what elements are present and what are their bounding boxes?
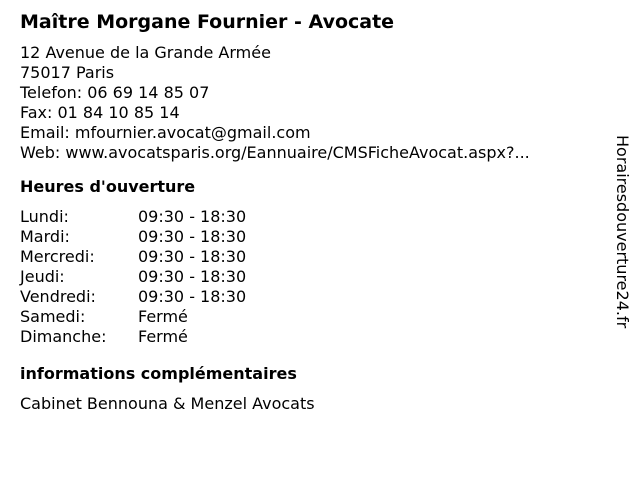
web-line: Web: www.avocatsparis.org/Eannuaire/CMSFicheAvocat.aspx?...	[20, 143, 530, 162]
page-title: Maître Morgane Fournier - Avocate	[20, 11, 395, 33]
hours-row-sunday	[20, 327, 610, 347]
hours-time: Fermé	[138, 307, 188, 326]
hours-day: Mardi:	[20, 227, 70, 246]
hours-row-thursday	[20, 267, 610, 287]
hours-row-tuesday	[20, 227, 610, 247]
hours-day: Mercredi:	[20, 247, 95, 266]
hours-row-saturday	[20, 307, 610, 327]
hours-day: Samedi:	[20, 307, 86, 326]
hours-time: Fermé	[138, 327, 188, 346]
address-street: 12 Avenue de la Grande Armée	[20, 43, 271, 62]
hours-day: Lundi:	[20, 207, 69, 226]
hours-time: 09:30 - 18:30	[138, 227, 247, 246]
business-card	[20, 10, 610, 414]
hours-row-monday	[20, 207, 610, 227]
phone-line: Telefon: 06 69 14 85 07	[20, 83, 210, 102]
info-text: Cabinet Bennouna & Menzel Avocats	[20, 394, 315, 413]
hours-day: Vendredi:	[20, 287, 96, 306]
hours-row-friday	[20, 287, 610, 307]
hours-time: 09:30 - 18:30	[138, 207, 247, 226]
info-heading: informations complémentaires	[20, 364, 297, 383]
address-city: 75017 Paris	[20, 63, 115, 82]
opening-hours-list	[20, 207, 610, 347]
hours-row-wednesday	[20, 247, 610, 267]
fax-line: Fax: 01 84 10 85 14	[20, 103, 180, 122]
site-watermark: Horairesdouverture24.fr	[613, 135, 632, 329]
hours-day: Dimanche:	[20, 327, 107, 346]
hours-time: 09:30 - 18:30	[138, 287, 247, 306]
hours-heading: Heures d'ouverture	[20, 177, 196, 196]
hours-day: Jeudi:	[20, 267, 65, 286]
hours-time: 09:30 - 18:30	[138, 267, 247, 286]
contact-block	[20, 43, 610, 163]
email-line: Email: mfournier.avocat@gmail.com	[20, 123, 311, 142]
hours-time: 09:30 - 18:30	[138, 247, 247, 266]
